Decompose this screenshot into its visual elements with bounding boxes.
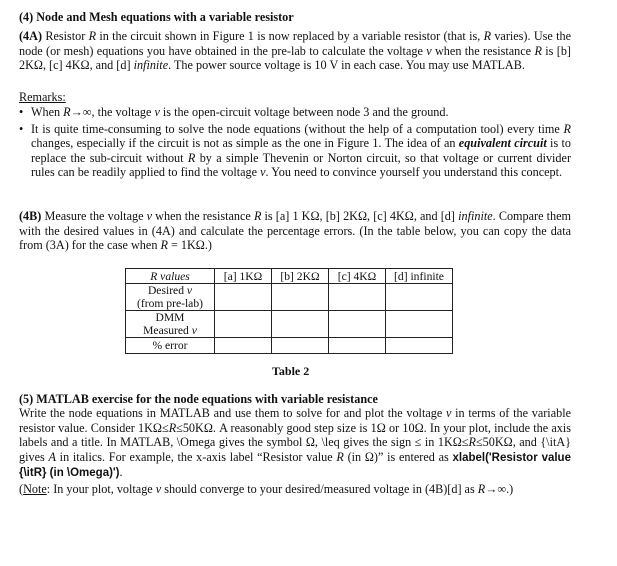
table-cell [272, 284, 329, 311]
table-row [126, 338, 453, 354]
row-label-desired: Desired v (from pre-lab) [126, 284, 215, 311]
table-cell [386, 311, 453, 338]
bullet-icon: • [19, 121, 24, 136]
table-header-cell: [a] 1KΩ [215, 269, 272, 284]
remark-bullet-2: • It is quite time-consuming to solve the node equations (without the help of a computation tool) every time R changes, especially if the circuit is not as simple as the one in Figure 1. The idea of an equivalent circuit is to replace the sub-circuit without R by a simple Thevenin or Norton circuit, so that voltage or current divider rules can be readily applied to find the voltage v. You need to convince yourself you understand this concept. [19, 121, 571, 180]
table-cell [215, 338, 272, 354]
table-cell [329, 311, 386, 338]
table-cell [329, 338, 386, 354]
row-label-measured: DMM Measured v [126, 311, 215, 338]
table-row [126, 284, 453, 311]
table-cell [272, 311, 329, 338]
table-cell [215, 284, 272, 311]
remarks-list [19, 105, 571, 180]
section-5-heading: (5) MATLAB exercise for the node equations with variable resistance [19, 392, 378, 406]
table-cell [329, 284, 386, 311]
row-label-error: % error [126, 338, 215, 354]
section-4b-paragraph: (4B) Measure the voltage v when the resistance R is [a] 1 KΩ, [b] 2KΩ, [c] 4KΩ, and [d] infinite. Compare them with the desired values in (4A) and calculate the percentage errors. (In the table below, you can copy the data from (3A) for the case when R = 1KΩ.) [19, 209, 572, 253]
table-header-cell: R values [126, 269, 215, 284]
bullet-icon: • [19, 105, 24, 119]
remark-bullet-1: • When R→∞, the voltage v is the open-circuit voltage between node 3 and the ground. [19, 105, 449, 119]
table-row [126, 311, 453, 338]
section-4a-paragraph: (4A) Resistor R in the circuit shown in Figure 1 is now replaced by a variable resistor (that is, R varies). Use the node (or mesh) equations you have obtained in the pre-lab to calculate the voltage v when the resistance R is [b] 2KΩ, [c] 4KΩ, and [d] infinite. The power source voltage is 10 V in each case. You may use MATLAB. [19, 29, 571, 73]
table-header-row [126, 269, 453, 284]
section-5-paragraph: Write the node equations in MATLAB and use them to solve for and plot the voltage v in terms of the variable resistor value. Consider 1KΩ≤R≤50KΩ. A reasonably good step size is 1Ω or 10Ω. In your plot, include the axis labels and a title. In MATLAB, \Omega gives the symbol Ω, \leq gives the sign ≤ in 1KΩ≤R≤50KΩ, and {\itA} gives A in italics. For example, the x-axis label “Resistor value R (in Ω)” is entered as xlabel('Resistor value {\itR} (in \Omega)'). [19, 406, 571, 480]
table-cell [386, 284, 453, 311]
table-header-cell: [b] 2KΩ [272, 269, 329, 284]
results-table [125, 268, 453, 354]
remarks-label: Remarks: [19, 90, 66, 104]
section-5-note: (Note: In your plot, voltage v should converge to your desired/measured voltage in (4B)[d] as R→∞.) [19, 482, 514, 496]
section-4-heading: (4) Node and Mesh equations with a variable resistor [19, 10, 294, 24]
table-cell [215, 311, 272, 338]
table-cell [386, 338, 453, 354]
table-header-cell: [d] infinite [386, 269, 453, 284]
table-caption: Table 2 [272, 364, 310, 378]
table-cell [272, 338, 329, 354]
table-header-cell: [c] 4KΩ [329, 269, 386, 284]
